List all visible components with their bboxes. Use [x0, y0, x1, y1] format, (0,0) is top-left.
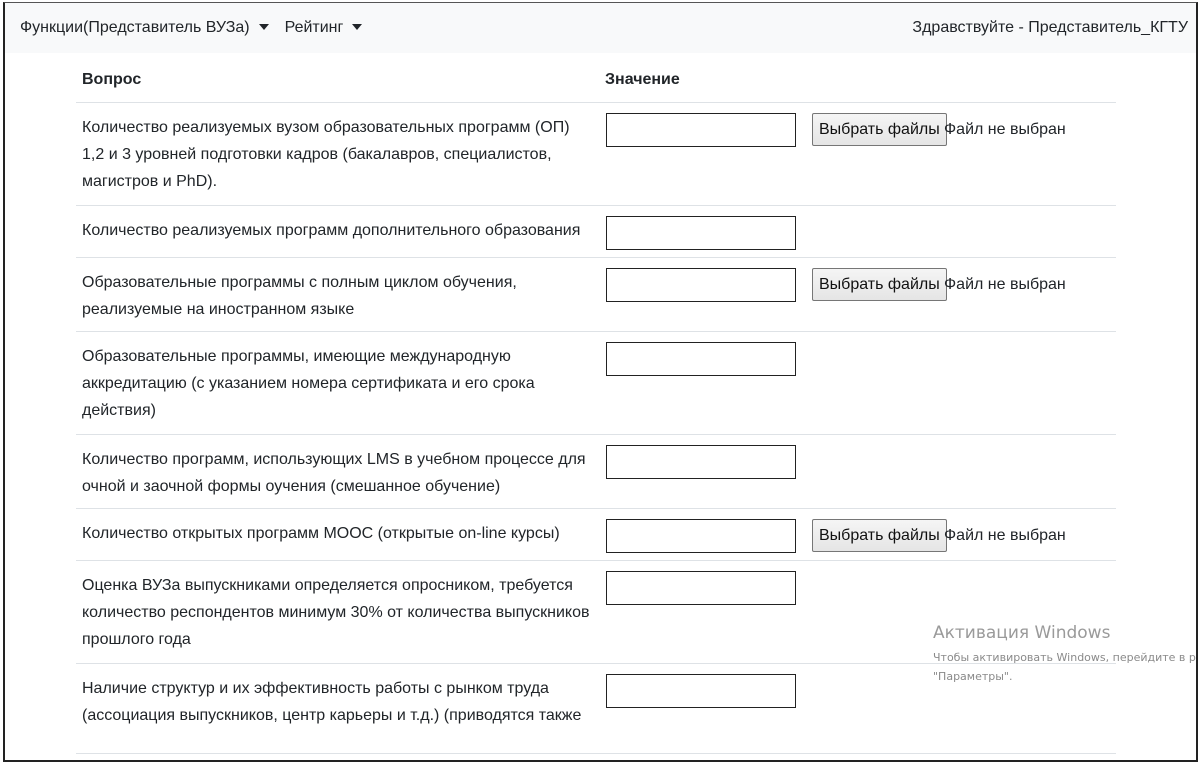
- question-text: Количество открытых программ MOOC (открытые on-line курсы): [82, 525, 560, 542]
- file-status-text: Файл не выбран: [944, 121, 1066, 138]
- browser-viewport: [3, 2, 1198, 762]
- table-row: [76, 258, 1116, 332]
- table-header: [76, 55, 1116, 103]
- value-input[interactable]: [606, 268, 796, 302]
- caret-down-icon: [352, 24, 362, 30]
- value-input[interactable]: [606, 571, 796, 605]
- functions-menu-label: Функции(Представитель ВУЗа): [20, 19, 250, 36]
- table-row: [76, 103, 1116, 206]
- value-input[interactable]: [606, 342, 796, 376]
- question-text: Образовательные программы с полным циклом обучения, реализуемые на иностранном языке: [82, 274, 517, 318]
- question-text: Количество программ, использующих LMS в учебном процессе для очной и заочной формы оучения (смешанное обучение): [82, 451, 586, 495]
- file-status-text: Файл не выбран: [944, 527, 1066, 544]
- table-row: [76, 206, 1116, 258]
- watermark-title: Активация Windows: [933, 623, 1111, 643]
- windows-activation-watermark: [933, 623, 1196, 683]
- rating-menu-label: Рейтинг: [284, 19, 344, 36]
- question-text: Количество реализуемых программ дополнительного образования: [82, 222, 581, 239]
- caret-down-icon: [259, 24, 269, 30]
- watermark-line-2: "Параметры".: [933, 670, 1013, 683]
- column-header-question: Вопрос: [82, 71, 142, 88]
- value-input[interactable]: [606, 113, 796, 147]
- functions-menu[interactable]: [20, 19, 269, 37]
- top-navbar: [5, 3, 1196, 53]
- table-row: [76, 332, 1116, 435]
- value-input[interactable]: [606, 519, 796, 553]
- table-row: [76, 509, 1116, 561]
- user-greeting: Здравствуйте - Представитель_КГТУ: [912, 19, 1188, 36]
- column-header-value: Значение: [605, 71, 680, 88]
- value-input[interactable]: [606, 674, 796, 708]
- choose-files-button[interactable]: Выбрать файлы: [812, 519, 947, 552]
- question-text: Образовательные программы, имеющие международную аккредитацию (с указанием номера сертификата и его срока действия): [82, 348, 535, 419]
- watermark-line-1: Чтобы активировать Windows, перейдите в р: [933, 651, 1196, 664]
- question-text: Количество реализуемых вузом образовательных программ (ОП) 1,2 и 3 уровней подготовки кадров (бакалавров, специалистов, магистров и PhD).: [82, 119, 570, 190]
- value-input[interactable]: [606, 216, 796, 250]
- question-text: Оценка ВУЗа выпускниками определяется опросником, требуется количество респондентов минимум 30% от количества выпускников прошлого года: [82, 577, 590, 648]
- table-row: [76, 435, 1116, 509]
- file-status-text: Файл не выбран: [944, 276, 1066, 293]
- rating-menu[interactable]: [285, 19, 363, 37]
- question-text: Наличие структур и их эффективность работы с рынком труда (ассоциация выпускников, центр карьеры и т.д.) (приводятся также: [82, 680, 582, 724]
- value-input[interactable]: [606, 445, 796, 479]
- choose-files-button[interactable]: Выбрать файлы: [812, 113, 947, 146]
- choose-files-button[interactable]: Выбрать файлы: [812, 268, 947, 301]
